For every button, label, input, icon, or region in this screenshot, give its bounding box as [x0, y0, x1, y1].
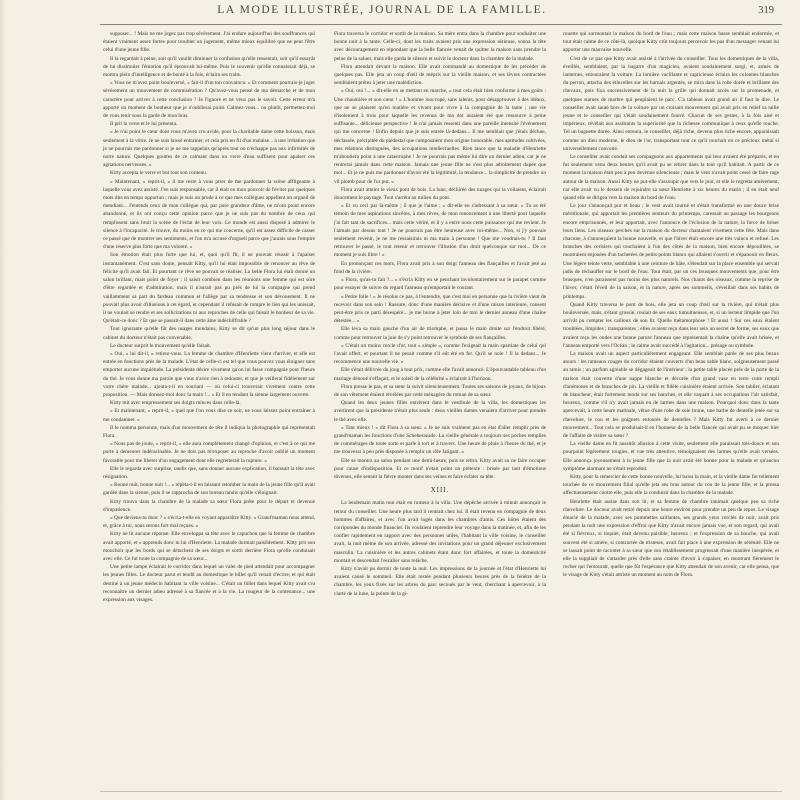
paragraph: « Bonne nuit, bonne nuit !... » répéta-t-il en laissant retomber la main de la jeune fille qu'il avait gardée dans la sienne, puis il se rapprocha de son bureau tandis qu'elle s'éloignait.: [103, 482, 315, 497]
paragraph: « C'était un moins cercle d'or, tout « simple », comme l'exigeait la main spartiate de celui qui l'avait offert, et pourtant il ne pesait comme s'il eût été en fer. Qu'il se noie ! Il la dedans... Je recommence une nouvelle vie. »: [334, 342, 546, 366]
text-column-2: [334, 30, 546, 790]
paragraph: Elle le regarda avec surprise, tandis que, sans donner aucune explication, il baissait la tête avec résignation.: [103, 465, 315, 480]
paragraph: Elle s'était délivrée du joug à tout prix, comme elle l'avait annoncé. L'épouvantable tableau d'un mariage dénoué s'effaçait, et le soleil de la célébrité « éclairait à l'horizon.: [334, 367, 546, 382]
paragraph: supposer... ! Mais ne me jugez pas trop sévèrement. J'ai endure aujourd'hui des souffrances qui étaient vraiment assez fortes pour troubler un jugement, même mieux équilibré que ne peut l'être celui d'une jeune fille.: [103, 31, 315, 54]
paragraph: Elle leva sa main gauche d'un air de triomphe, et passa le main droite sur l'endroit libéré, comme pour retrouver la joie de s'y point retrouver le symbole de ses fiançailles.: [334, 326, 546, 341]
paragraph: Le docteur surprit le mouvement qu'elle faisait.: [110, 342, 212, 349]
paragraph: « Tant mieux ! » dit Flora à sa sœur. « Je ne suis vraiment pas en état d'aller remplir près de grand'maman les fonctions d'une Scheherazade. La vieille générale a toujours ses poches remplies de commérages de toute sorte et parle à tort et à travers. Une heure de pluie à l'heure du thé, et je me trouverai à peu près disposée à remplir un rôle fatigant. »: [334, 424, 546, 456]
text-column-3: [563, 30, 779, 790]
footer-rule: [100, 791, 782, 792]
paragraph: Son émotion était plus forte que lui, et, quoi qu'il fît, il ne pouvait réussir à l'apaiser instantanément. C'est sans doute, pensait Kitty, qu'il lui était impossible de renoncer au rêve de félicité qu'il avait fait. Et pourtant ce rêve ne pouvait se réaliser. La belle Flora lui était donné un salon brillant, mais point de foyer ; il saisit combien dans les réunions une femme qui est sûre d'être regardée et d'admiration, mais il n'aurait pas pu prés de lui la compagne qui prend vaillamment sa part du fardeau commun et l'allège par sa tendresse et son dévouement. Il ne pouvait plus avoir d'illusions à cet égard, et cependant il refusait de rompre le lien qui les unissait, il ne voulait se rendre et ses sollicitations ni aux reproches de celle qui faisait le bonheur de sa vie. Qu'était-ce donc ? Et que se passait-il dans cette âme indéchiffrable ?: [103, 252, 315, 325]
paragraph: « Petite folle ! » Je résolus ce pas, à l'entendre, que c'est moi en personne que la rivière vient de recevoir dans son sein ! Rassure, donc d'une manière décisive et d'une raison intérieure, consent peut-être pris ce parti désespéré... je me borne à jeter loin de moi le dernier anneau d'une chaîne détestée... »: [334, 293, 546, 325]
paragraph: Tout ignorante qu'elle fût des usages mondains, Kitty se dit qu'un plus long séjour dans le cabinet du docteur n'était pas convenable.: [103, 326, 315, 341]
paragraph: Kitty, pour la remercier de cette bonne nouvelle, lui baisa la main, et la vieille dame fut tellement touchée de ce mouvement filial qu'elle jeta ses bras autour du cou de la jeune fille, et la pressa affectueusement contre elle, puis elle la conduisit dans la chambre de la malade.: [563, 473, 779, 497]
paragraph: La lendemain matin tout était en rumeur à la villa. Une dépêche arrivée à minuit annonçait le retour du conseiller. Une heure plus tard il rentrait chez lui. Il était revenu en compagnie de deux hommes d'affaires, et avec l'un avait logés dans les chambres d'amis. Ces hôtes étaient des corripondes du monde financier. Ils voulaient reprendre leur voyage dans la matinée, et, afin de les confier rapidement en rapport avec des personnes utiles, l'habitant la ville voisine, le conseiller avait, la nuit même de son arrivée, adressé des invitations pour un grand déjeuner exclusivement masculin. La cuisinière et les autres cabinets étant donc fort affairées, et toute la domesticité montait et descendait l'escalier sans relâche.: [334, 500, 546, 564]
section-heading: XIII.: [430, 486, 450, 495]
paragraph: « Oui, » lui dit-il, « retirez-vous. La femme de chambre d'Henriette vient d'arriver, et elle est entrée en fonctions près de la malade. L'état de celle-ci est tel que vous pouvez vous éloigner sans emporter aucune inquiétude. La présidente désire vivement qu'on lui fasse compagnie pour l'heure du thé. Je vous donne ma parole que vous n'avez rien à redouter, et que je veillerai fidèlement sur votre chère malade... ajouta-t-il en souriant — où celui-ci trouverait vivement contre cette proposition. — Mais donnez-moi donc la main !... » Et il en tendant la sienne largement ouverte.: [103, 350, 315, 398]
paragraph: « Que deviens-tu donc ? » s'écria-t-elle en voyant apparaître Kitty. « Grand'maman nous attend, et, grâce à toi, nous serons fort mal reçues. »: [103, 514, 315, 530]
paragraph: Henriette était assise dans son lit, et sa femme de chambre ranimait quelque peu sa riche chevelure. Le docteur avait retiré depuis une heure environ pour prendre un peu de repos. Le visage émacié de la malade, avec ses pommettes saillantes, ses grands yeux cerclés de noir, avait pris pendant la nuit une expression d'effroi que Kitty n'avait encore jamais vue, et son regard, qui avait été si fiévreux, si inquiet, était devenu paisible, heureux ; et l'expression de sa bouche, qui avait souvent été si amère, si contractée de tristesse, avait fait place à une expression de sérénité. Elle ne se lassait point de raconter à sa sœur que son rétablissement progressait d'une manière inespérée, et elle la suppliait de s'attarder près d'elle sans crainte d'avoir à s'apaiser, en montrant fièrement le rocher qui l'entourait, quelle que fût l'espérance que Kitty attendait de son avenir, car elle pensa, que le visage de Kitty s'était attristé un moment au nom de Flora.: [563, 498, 779, 579]
paragraph: Flora traversa le corridor et sortit de la maison. Sa mère entra dans la chambre pour souhaiter une bonne nuit à la tante. Celle-ci, dont les traits avaient pris une expression sérieuse, sonna la tête avec découragement en répondant que la belle fiancée venait de quitter la maison sans prendre la peine de la saluer, mais elle garda le silence et suivit le docteur dans la chambre de la malade.: [334, 31, 546, 62]
paragraph: « Et vu ceci par là-même ; il que je l'aime ; » dit-elle en s'adressant à sa sœur. « Tu as été témoin de mes aspirations sincères, à mes rêves, de mon renoncement à une liberté pour laquelle j'ai fait tant de sacrifices... mais cette vérité, et il y a entre nous cette puissance qui me revient. Je l'aimais par dessus tout ! Je ne pourrais pas être heureuse avec toi-même... Non, si j'y pouvais seulement revenir, je ne me ressaisirais ni ma main à personne ! Que me voudrais-tu ? Il faut retrouver le passé, le tout retenir et retrouver l'illusion d'un droit quelconque sur moi... De ce moment je suis libre ! »: [334, 203, 546, 259]
paragraph: Flora presse le pas, et sa sœur la suivit silencieusement. Toutes ses saisons de joyaux, de bijoux de son vêtement étaient révélées par cette ménagère du roman de sa sœur.: [334, 383, 546, 398]
paragraph: Elle se montra au salon pendant une demi-heure, puis se retira. Kitty avait su ne faire occuper pour cause d'indisposition. Et ce motif n'était point un prétexte : brisée par tant d'émotions diverses, elle sentait la fièvre monter dans ses veines et faire éclater sa tête.: [334, 457, 546, 480]
paragraph: « Flora, qu'as-tu fait ?... » s'écria Kitty en se penchant involontairement sur le parapet comme pour essayer de suivre du regard l'anneau qu'emportait le courant.: [334, 277, 546, 292]
text-column-1: [103, 30, 315, 790]
paragraph: Il prit la verre et le lui présenta.: [110, 121, 178, 128]
paragraph: Le jour s'annonçait pur et beau ; le vent avait tourné et s'était transformé en une douce brise méridionale, qui apportait les premières senteurs du printemps, caressait au passage les bourgeons encore emprisonnés, et leur apportait, avec l'annonce de l'éclosion de la nature, la force de briser leurs liens. Les oiseaux perchés sur la maison du docteur chantaient vivement cette fête. Mais dans chacune, à s'annonçaient la bonne nouvelle, et que l'hiver était encore une très vaincu et refusé. Les branches des cerisiers qui touchaient à l'un des côtés de la maison, bien encore dépouillées, se montraient enjouées d'un tachetées de petits points blancs qui allaient s'ouvrir et s'épanouir en fleurs. Une légère teinte verte, semblable à une ceinture de hâte, s'étendait sur la place ensemble qui servait jadis de réchauffer sur le bord de l'eau. Tout était, par un ces brusques mouvements que, pour être brusques, n'en paraissent pas moins des plus naturels. Nos chants des oiseaux, comme la reprise de l'hiver, c'était l'éveil de la saison, et la nature, après ses sommeils, s'éveillait dans ses habits de printemps.: [563, 203, 779, 300]
paragraph: Kitty accepta le verre et but tout son contenu.: [110, 170, 208, 177]
page-number: 319: [758, 5, 774, 16]
paragraph: Flora attendait devant la maison. Elle avait commandé au domestique de les précéder de quelques pas. Elle jeta un coup d'œil de mépris sur la vieille maison, et ses lèvres contractées semblaient prêtes à jeter une malédiction.: [334, 63, 546, 87]
paragraph: En prononçant ces mots, Flora avait pris à son doigt l'anneau des fiançailles et l'avait jeté au fond de la rivière.: [334, 260, 546, 275]
paragraph: « Nous pas de joute, » reprit-il, « elle aura complètement changé d'opinion, et c'est à ce qui me porte à demeurer indéracinable. Je ne dois pas m'exposer au reproche d'avoir oublié un moment favorable pour me libérer d'un engagement dont elle regretterait la rupture. »: [103, 441, 315, 464]
paragraph: Il la regardait à peine, soit qu'il voulût diminuer la confusion qu'elle ressentait, soit qu'il essayât de lui dissimuler l'émotion qu'il éprouvait lui-même. Puis le souvenir qu'elle connaissait déjà, se montra plein d'intelligence et de bonté à la fois, éclaira ses traits.: [103, 55, 315, 79]
paragraph: « Je n'ai point le cœur dont vous m'avez cru avide, pour la charitable dame cette boisson, mais seulement à la vôtre. Je ne suis laissé entraîner, et cela pris en fil d'un malaise... à une irritation que je ne pourrais me pardonner si je ne me rappelais qu'après tout on n'échappe pas aux infirmités de notre nature. Quelques gouttes de ce calmant dans un verre d'eau suffisent pour apaiser ces agitations nerveuses. »: [103, 129, 315, 169]
paragraph: C'est de ce pas que Kitty avait assisté à l'arrivée du conseiller. Tous les domestiques de la villa, éveillés, semblaient, par la bagarre d'un magicien, avaient soudainement surgi, et, armés de lanternes, entouraient la voiture. La lumière vacillante et capricieuse éclaira les colonnes blanches du perron, attacha des étincelles sur les harnais argentés, se mira dans la robe dorée et brillante des chevaux, puis fixa successivement de la nuit la grille qui donnait accès sur la promenade, et quelques statues de marbre qui peuplaient le parc. C'a tableau avait grand air il faut le dire. Le conseiller avait sauté hors de la voiture par un croisant mouvement qui avait pris en relief sa taille jeune et le conseiller qui s'était soudainement fourré. Chacun de ses gestes, à la fois aisé et impérieux, révélait aux assistants la supériorité que la richesse communique à ceux qu'elle touche. Tel un baguette dorée. Ainsi entoura, le conseiller, déjà riche, devenu plus riche encore, apparaissait comme un dieu moderne, le dieu de l'or, transportant tout ce qu'il touchait en ce précieux métal si universellement convoité.: [563, 55, 779, 152]
paragraph: Quand Kitty traversa le pont de bois, elle jeta un coup d'œil sur la rivière, qui n'était plus bouleversée, mais, s'étant grossie, roulait de ses eaux tumultueuses, et, si un lecteur limpide que l'on arrivât pu compter les cailloux de son lit. Quelle métamorphose ! Et aussi ! Sur ces eaux étaient troublées, limpides ; transparentes ; elles avaient reçu dans leur sein un secret de forme, ses eaux que avaient reçu les ondes une bonne parure l'anneau que représentait la chaîne qu'elle avait brisée, et l'anneau emporté vers l'Océan ; le calme avait succédé à l'agitation... présage ou symbole.: [563, 301, 779, 349]
paragraph: « Vous ne m'avez point bouleversé, » fait-il d'un ton convaincu. « Et comment pourrais-je juger sévèrement un mouvement de commisération ? Qu'avez-vous pensé de ma démarche et de mon caractère pour arriver à cette conclusion ? Je l'ignore et ne veux pas le savoir. Cette erreur m'a apporté un moment de bonheur que je n'oublierai point. Calmez-vous... ou plutôt, permettez-moi de vous tenir sous la garde de mon bras.: [103, 80, 315, 120]
paragraph: Il le nomma personne, mais d'un mouvement de tête il indiqua la photographie qui représentait Flora.: [103, 424, 315, 439]
paragraph: rouette qui surmontait la maison du bord de l'eau ; mais cette maison basse semblait endormie, et tout était calme de ce côté-là, quoique Kitty crût toujours percevoir les pas d'un messager venant lui apporter une mauvaise nouvelle.: [563, 31, 779, 54]
paragraph: Kitty trouva dans la chambre de la malade sa sœur Flora prête pour le départ et devenue d'impatience.: [103, 498, 315, 513]
header-rule: [100, 24, 782, 25]
paragraph: Kitty n'avait pu dormir de toute la nuit. Les impressions de la journée et l'état d'Henriette lui avaient causé le sommeil. Elle était restée pendant plusieurs heures près de la fenêtre de la chambre, les yeux fixés sur les arbres du parc secoués par le vent, cherchant à apercevoir, à la clarté de la lune, la pointe de la gi-: [334, 566, 546, 597]
running-header: LA MODE ILLUSTRÉE, JOURNAL DE LA FAMILLE.: [217, 4, 547, 16]
paragraph: Kitty ne lit aucune réponse. Elle enveloppa sa tête avec le capuchon que la femme de chambre avait apporté, et « apprends donc tu lui d'Henriette. La malade dormait paisiblement. Kitty prit son mouchoir que les bords qui se détachent de ses doigts et sortit derrière Flora qu'elle conduisait avec elle. Ce fut toute la compagnie de sa sœur...: [103, 531, 315, 562]
paragraph: Une petite lampe éclairait le corridor dans lequel un valet de pied attendait pour accompagner les jeunes filles. Le docteur parut et tendit au domestique le billet qu'il venait d'écrire, et qui était destiné à un jeune médecin habitant la ville voisine... C'était un billet dans lequel Kitty avait cru reconnaître un dernier adieu adressé à sa fiancée et à la vie. La rougeur de la contenance... une expression aux visages.: [103, 564, 315, 604]
paragraph: Kitty mit avec empressement ses doigts minces dans celle-là.: [110, 400, 241, 407]
paragraph: Le conseiller avait conduit ses compagnons aux appartements qui leur avaient été préparés, et en fut seulement venu deux heures qu'il avait pu se retirer dans la tour qu'il habitait. A partir de ce moment la maison était peu à peu devenue silencieuse ; mais le vent n'avait point cessé de faire rage autour de la maison. Aussi Kitty ne put-elle s'assoupir que vers le jour, et elle le regretta amèrement, car elle avait vu le dessein de rejoindre sa sœur Henriette à six heures du matin ; il en était neuf quand elle se dirigea vers la maison du bord de l'eau.: [563, 154, 779, 202]
paragraph: « Et maintenant, » reprit-il, « quel que l'on vous dise ce soir, ne vous laissez point entraîner à me condamner. »: [103, 408, 315, 423]
paragraph: Quand les deux jeunes filles entrèrent dans le vestibule de la villa, les domestiques les avertirent que la présidente n'était plus seule : deux vieilles dames venaient d'arriver pour prendre le thé avec elle.: [334, 400, 546, 423]
paragraph: La maison avait un aspect particulièrement engageant. Elle semblait parée de ses plus beaux atours : les rameaux rouges du corridor étaient couverts d'un beau sable blanc, soigneusement passé au tamis ; un parfum agréable se dégageait de l'intérieur ; la petite table placée près de la porte de la maison était couverte d'une nappe blanche et décorée d'un grand vase en terre cuite rempli d'anémones et de branches de pin. La vieille et fidèle cuisinière étaient arrivée. Son tablier, éclatant de blancheur, était fortement tendu sur ses hanches, et elle vaquait à ses occupations l'air satisfait, heureux, comme s'il n'y avait jamais eu de larmes dans une maison. Pourquoi donc dans la tante apercevait, à cette heure matinale, vêtue d'une robe de soie brune, une barbe de dentelle jetée sur sa chevelure, le cou et les poignets entourés de dentelles ? Mais Kitty fut averti à ce dernier mouvement... Tout cela se produisait-il en l'honneur de la belle fiancée qui avait pu se moquer hier de l'affaire de visiter sa sœur ?: [563, 350, 779, 439]
paragraph: La vieille dame en fit aussitôt allusion à cette visite, seulement elle paraissait très-douce et son pourpoint légèrement rougies, et vue très attentive, témoignaient des larmes qu'elle avait versées. Elle annonça joyeusement à la jeune fille que la nuit avait été bonne pour la malade et qu'aucun symptôme alarmant ne s'était reproduit.: [563, 441, 779, 472]
page-binding-edge: [0, 0, 6, 800]
paragraph: « Maintenant, » reprit-il, « il me reste à vous prier de me pardonner la scène affligeante à laquelle vous avez assisté. J'en suis responsable, car il était en mon pouvoir de l'éviter par quelques mots dits en temps opportun ; mais je suis un prude à ce que mes collègues appellent un orgueil de mendiant... J'entends ceux de mon collègue qui, par pure grandeur d'âme, ne m'ont point encore abandonné, et ils ont conçu cette opinion parce que je ne suis pas du nombre de ceux qui remplissent sans bruit la scène de l'éclat de leur voix. Le monde est aussi disposé à admirer le silence à l'incapacité. Je trouve, du moins en ce qui me concerne, qu'il est assez difficile de casser ce passé que de montrer ses sentiments, et l'on m'a accusé d'orgueil parce que j'aurais sous l'empire d'une réserve plus forte que ma volonté. »: [103, 178, 315, 251]
paragraph: « Oui, oui !... » dit-elle en se mettant en marche, « tout cela était bien conforme à mes goûts : Une chaumière et son cœur ! » L'homme inoccupé, sans talents, pour désapprouver à des idéaux, que ne se plaisent qu'en matière et vivant pour vivre à la compagnie de la tante ; une vie d'isolement à trois pour laquelle les revenus de ma dot auraient été que ressource à peine suffisante... délicieuse perspective ! Je n'ai jamais ressenti dans une pareille intensité l'événement qui me concerne ! Enfin depuis que je suis entrée là-dedans... Il me semblait que j'étais déchue, déclassée, précipitée du piédestal que composaient mon origine honorable, mes aptitudes cultivées, mes relations distinguées, des occupations intellectuelles. Rien tance que la maladie d'Henriette m'aboutiera point à une catastrophe ! Je ne pourrais pas même lui dire un dernier adieu, car je ne rentrerai jamais dans cette maison. Jamais une jeune fille ne s'est plus adroitement dupée que moi... Et je ne puis me pardonner d'avoir été la légitimité, la tendance... la simplicité de prendre un vil plomb pour de l'or pur. »: [334, 88, 546, 185]
paragraph: Flora avait atteint le vieux pont de bois. La lune, déchirée des nuages qui la voilaient, éclairait doucement le paysage. Tout s'arrêta au milieu du pont.: [334, 186, 546, 202]
